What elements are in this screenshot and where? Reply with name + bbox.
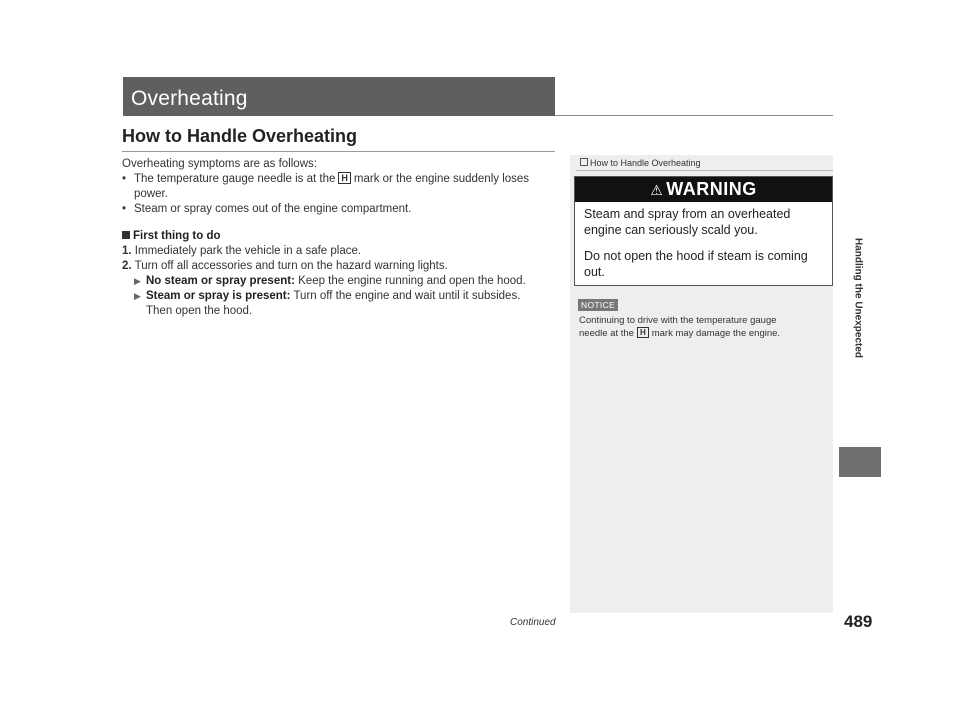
sub-step-continuation: Then open the hood. xyxy=(146,305,253,317)
sub-step-text: Turn off the engine and wait until it subsides. xyxy=(293,290,521,302)
warning-title: WARNING xyxy=(666,179,757,199)
intro-text: Overheating symptoms are as follows: xyxy=(122,158,317,170)
subheading-text: First thing to do xyxy=(133,230,221,242)
sub-step xyxy=(122,289,562,304)
heading-divider xyxy=(122,151,555,152)
list-item xyxy=(122,202,562,217)
notice-text xyxy=(579,314,824,340)
sub-step xyxy=(122,274,562,289)
bullet1-text: The temperature gauge needle is at the xyxy=(134,173,336,185)
reference-divider xyxy=(576,170,833,171)
warning-header xyxy=(575,177,832,202)
reference-label xyxy=(580,158,701,168)
notice-line xyxy=(579,327,824,340)
notice-text-after: mark may damage the engine. xyxy=(651,328,781,339)
arrow-icon: ▶ xyxy=(134,291,141,301)
warning-paragraph: Steam and spray from an overheated engine can seriously scald you. xyxy=(584,207,791,237)
h-mark-icon: H xyxy=(338,172,351,184)
step-number: 2. xyxy=(122,260,132,272)
step-item xyxy=(122,259,562,274)
list-item xyxy=(122,172,562,187)
h-mark-icon: H xyxy=(637,327,649,338)
step-text: Turn off all accessories and turn on the hazard warning lights. xyxy=(134,260,448,272)
warning-box xyxy=(574,176,833,286)
section-heading: How to Handle Overheating xyxy=(122,126,358,146)
warning-paragraph: Do not open the hood if steam is coming out. xyxy=(584,249,808,279)
reference-text: How to Handle Overheating xyxy=(590,158,701,168)
warning-body xyxy=(575,202,832,294)
sidebar-notes xyxy=(570,155,833,613)
arrow-icon: ▶ xyxy=(134,276,141,286)
chapter-title-bar xyxy=(123,77,555,116)
step-number: 1. xyxy=(122,245,132,257)
bullet-icon: • xyxy=(122,203,127,215)
notice-line: Continuing to drive with the temperature gauge xyxy=(579,315,777,326)
step-text: Immediately park the vehicle in a safe place. xyxy=(134,245,362,257)
notice-badge: NOTICE xyxy=(578,299,618,311)
page-title: Overheating xyxy=(131,87,248,110)
bullet-icon: • xyxy=(122,173,127,185)
reference-icon xyxy=(580,158,588,166)
chapter-tab xyxy=(839,447,881,477)
notice-text-before: needle at the xyxy=(579,328,634,339)
step-item xyxy=(122,244,562,259)
continued-label: Continued xyxy=(510,617,556,628)
bullet1-text-after: mark or the engine suddenly loses xyxy=(353,173,530,185)
main-content xyxy=(122,157,562,319)
square-marker-icon xyxy=(122,231,130,239)
subsection-heading xyxy=(122,229,562,244)
bullet1-continuation: power. xyxy=(134,188,168,200)
warning-triangle-icon: ⚠ xyxy=(650,182,664,198)
sub-step-label: Steam or spray is present: xyxy=(146,290,291,302)
sub-step-label: No steam or spray present: xyxy=(146,275,295,287)
chapter-side-label: Handling the Unexpected xyxy=(852,237,864,359)
page-number: 489 xyxy=(844,612,873,631)
title-divider xyxy=(555,115,833,116)
sub-step-text: Keep the engine running and open the hood. xyxy=(298,275,526,287)
bullet2-text: Steam or spray comes out of the engine compartment. xyxy=(134,203,412,215)
